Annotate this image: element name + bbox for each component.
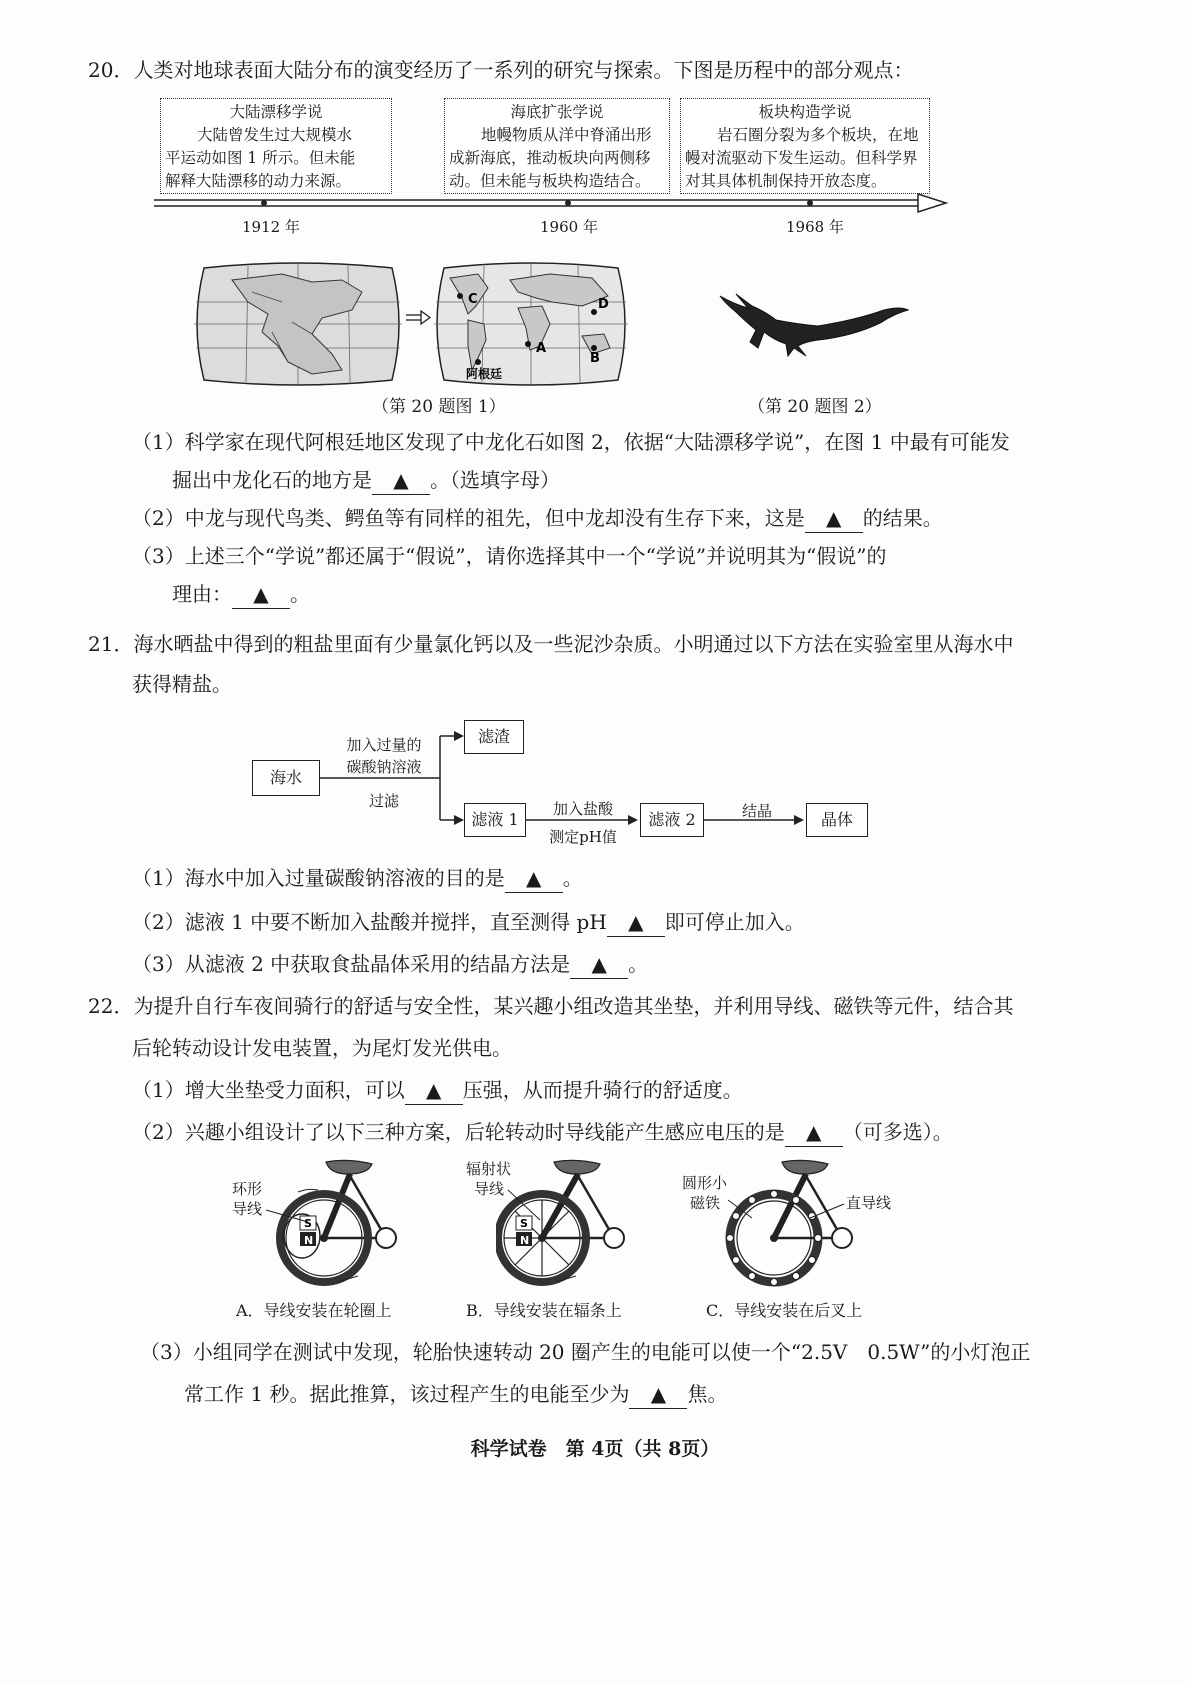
q20-sub1-line2: 掘出中龙化石的地方是 ▲ 。（选填字母） (172, 466, 560, 495)
q20-sub2: （2）中龙与现代鸟类、鳄鱼等有同样的祖先，但中龙却没有生存下来，这是 ▲ 的结果。 (132, 504, 943, 533)
theory-line: 动。但未能与板块构造结合。 (449, 172, 651, 190)
flow-step2-bottom: 测定pH值 (549, 828, 617, 846)
map-letter-c: C (468, 292, 478, 307)
pangaea-map (192, 262, 404, 386)
q22-sub3-line1: （3）小组同学在测试中发现，轮胎快速转动 20 圈产生的电能可以使一个“2.5V 0.5W”的小灯泡正 (140, 1340, 1031, 1364)
flow-crystal: 晶体 (806, 803, 868, 837)
theory-line: 平运动如图 1 所示。但未能 (165, 149, 356, 167)
bike-c-diagram (724, 1158, 884, 1288)
q20-sub1-line1: （1）科学家在现代阿根廷地区发现了中龙化石如图 2，依据“大陆漂移学说”，在图 1 中最有可能发 (132, 430, 1010, 454)
answer-blank[interactable]: ▲ (570, 950, 628, 979)
flow-seawater: 海水 (252, 760, 320, 796)
flow-filtrate2: 滤液 2 (640, 803, 704, 837)
year-1912: 1912 年 (242, 218, 300, 236)
modern-world-map (432, 262, 630, 386)
theory-line: 成新海底，推动板块向两侧移 (449, 149, 651, 167)
map-letter-b: B (590, 351, 600, 366)
change-arrow-icon (404, 310, 432, 326)
q22-sub2: （2）兴趣小组设计了以下三种方案，后轮转动时导线能产生感应电压的是 ▲ （可多选）。 (132, 1118, 953, 1147)
theory-box-plate-tectonics (680, 98, 930, 194)
pointer-line (806, 1198, 846, 1222)
theory-line: 岩石圈分裂为多个板块，在地 (717, 126, 919, 144)
magnet-n-label: N (304, 1234, 314, 1247)
theory-box-seafloor-spreading (444, 98, 670, 194)
q22-stem-line1: 22．为提升自行车夜间骑行的舒适与安全性，某兴趣小组改造其坐垫，并利用导线、磁铁等元件，结合其 (88, 994, 1014, 1018)
bike-b-label2: 导线 (474, 1180, 505, 1198)
q20-sub3-line1: （3）上述三个“学说”都还属于“假说”，请你选择其中一个“学说”并说明其为“假说”的 (132, 544, 887, 568)
bike-b-label1: 辐射状 (466, 1160, 512, 1178)
option-a: A．导线安装在轮圈上 (236, 1301, 392, 1320)
theory-line: 对其具体机制保持开放态度。 (685, 172, 887, 190)
magnet-n-label: N (520, 1234, 530, 1247)
theory-title: 海底扩张学说 (510, 103, 604, 121)
bike-a-label1: 环形 (232, 1180, 263, 1198)
option-c: C．导线安装在后叉上 (706, 1301, 863, 1320)
theory-title: 大陆漂移学说 (229, 103, 323, 121)
theory-line: 大陆曾发生过大规模水 (197, 126, 353, 144)
flow-step1-top-a: 加入过量的 (346, 736, 422, 754)
magnet-s-label: S (520, 1217, 528, 1230)
q22-sub3-line2: 常工作 1 秒。据此推算，该过程产生的电能至少为 ▲ 焦。 (184, 1380, 727, 1409)
mesosaurus-fossil-image (714, 290, 914, 360)
option-b: B．导线安装在辐条上 (466, 1301, 622, 1320)
answer-blank[interactable]: ▲ (405, 1076, 463, 1105)
answer-blank[interactable]: ▲ (505, 864, 563, 893)
q21-stem-line2: 获得精盐。 (132, 672, 232, 696)
q21-sub2: （2）滤液 1 中要不断加入盐酸并搅拌，直至测得 pH ▲ 即可停止加入。 (132, 908, 805, 937)
flow-step3: 结晶 (741, 802, 772, 820)
pointer-line (264, 1206, 312, 1226)
map-label-argentina: 阿根廷 (466, 367, 503, 381)
q21-sub3: （3）从滤液 2 中获取食盐晶体采用的结晶方法是 ▲ 。 (132, 950, 648, 979)
answer-blank[interactable]: ▲ (629, 1380, 687, 1409)
flow-step1-top-b: 碳酸钠溶液 (346, 758, 422, 776)
fig2-caption: （第 20 题图 2） (748, 397, 882, 417)
magnet-s-label: S (304, 1217, 312, 1230)
q22-stem-line2: 后轮转动设计发电装置，为尾灯发光供电。 (132, 1036, 512, 1060)
year-1960: 1960 年 (540, 218, 598, 236)
q20-sub3-line2: 理由： ▲ 。 (172, 580, 310, 609)
theory-line: 地幔物质从洋中脊涌出形 (481, 126, 652, 144)
bike-c-label1: 圆形小 (682, 1174, 728, 1192)
fig1-caption: （第 20 题图 1） (372, 397, 506, 417)
year-1968: 1968 年 (786, 218, 844, 236)
page-footer: 科学试卷 第 4页（共 8页） (470, 1438, 720, 1460)
bike-c-label3: 直导线 (846, 1194, 892, 1212)
flow-filtrate1: 滤液 1 (464, 803, 526, 837)
answer-blank[interactable]: ▲ (805, 504, 863, 533)
q20-stem: 20．人类对地球表面大陆分布的演变经历了一系列的研究与探索。下图是历程中的部分观点： (88, 58, 914, 82)
q21-sub1: （1）海水中加入过量碳酸钠溶液的目的是 ▲ 。 (132, 864, 583, 893)
flow-residue: 滤渣 (464, 720, 524, 754)
theory-line: 幔对流驱动下发生运动。但科学界 (685, 149, 918, 167)
bike-c-label2: 磁铁 (690, 1194, 721, 1212)
pointer-line (726, 1198, 756, 1222)
flow-step2-top: 加入盐酸 (552, 800, 613, 818)
answer-blank[interactable]: ▲ (232, 580, 290, 609)
map-letter-a: A (536, 341, 547, 356)
theory-box-continental-drift (160, 98, 392, 194)
answer-blank[interactable]: ▲ (785, 1118, 843, 1147)
flow-step1-bottom: 过滤 (368, 792, 399, 810)
q22-sub1: （1）增大坐垫受力面积，可以 ▲ 压强，从而提升骑行的舒适度。 (132, 1076, 743, 1105)
theory-title: 板块构造学说 (758, 103, 852, 121)
theory-line: 解释大陆漂移的动力来源。 (165, 172, 352, 190)
map-letter-d: D (598, 297, 609, 312)
answer-blank[interactable]: ▲ (607, 908, 665, 937)
bike-a-label2: 导线 (232, 1200, 263, 1218)
q21-stem-line1: 21．海水晒盐中得到的粗盐里面有少量氯化钙以及一些泥沙杂质。小明通过以下方法在实验室里从海水中 (88, 632, 1014, 656)
pointer-line (506, 1188, 546, 1224)
answer-blank[interactable]: ▲ (372, 466, 430, 495)
